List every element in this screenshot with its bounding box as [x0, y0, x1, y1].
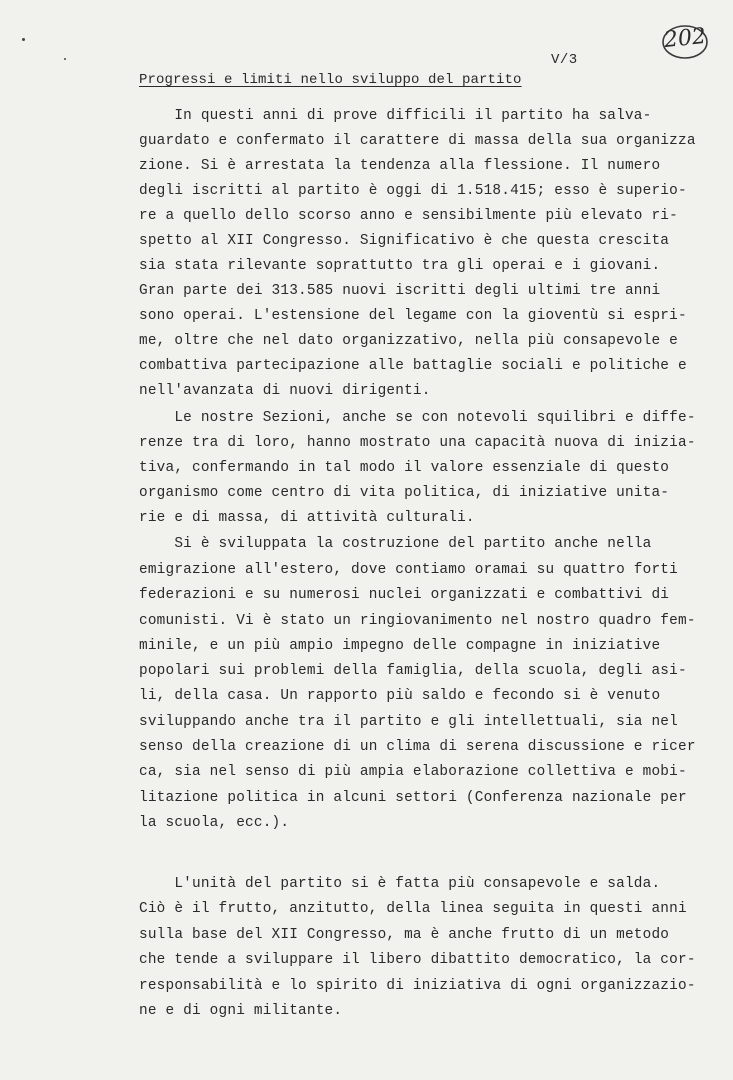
text-line: popolari sui problemi della famiglia, della scuola, degli asi-	[139, 663, 687, 679]
text-line: ne e di ogni militante.	[139, 1003, 343, 1019]
text-line: comunisti. Vi è stato un ringiovanimento nel nostro quadro fem-	[139, 613, 696, 629]
text-line: li, della casa. Un rapporto più saldo e fecondo si è venuto	[139, 688, 661, 704]
text-line: senso della creazione di un clima di serena discussione e ricer	[139, 739, 696, 755]
text-line: renze tra di loro, hanno mostrato una capacità nuova di inizia-	[139, 435, 696, 451]
text-line: Si è sviluppata la costruzione del partito anche nella	[139, 536, 652, 552]
page-number: V/3	[551, 52, 578, 68]
text-line: federazioni e su numerosi nuclei organizzati e combattivi di	[139, 587, 670, 603]
text-line: guardato e confermato il carattere di massa della sua organizza	[139, 133, 696, 149]
text-line: emigrazione all'estero, dove contiamo oramai su quattro forti	[139, 562, 678, 578]
text-line: re a quello dello scorso anno e sensibilmente più elevato ri-	[139, 208, 678, 224]
section-title: Progressi e limiti nello sviluppo del partito	[139, 72, 522, 88]
text-line: sono operai. L'estensione del legame con la gioventù si espri-	[139, 308, 687, 324]
text-line: ca, sia nel senso di più ampia elaborazione collettiva e mobi-	[139, 764, 687, 780]
text-line: sviluppando anche tra il partito e gli intellettuali, sia nel	[139, 714, 678, 730]
text-line: sia stata rilevante soprattutto tra gli operai e i giovani.	[139, 258, 661, 274]
text-line: spetto al XII Congresso. Significativo è che questa crescita	[139, 233, 670, 249]
text-line: Gran parte dei 313.585 nuovi iscritti degli ultimi tre anni	[139, 283, 661, 299]
paper-speck	[64, 58, 66, 60]
text-line: nell'avanzata di nuovi dirigenti.	[139, 383, 431, 399]
archive-stamp	[660, 22, 710, 62]
text-line: tiva, confermando in tal modo il valore essenziale di questo	[139, 460, 670, 476]
text-line: Ciò è il frutto, anzitutto, della linea seguita in questi anni	[139, 901, 687, 917]
text-line: degli iscritti al partito è oggi di 1.518.415; esso è superio-	[139, 183, 687, 199]
text-line: combattiva partecipazione alle battaglie sociali e politiche e	[139, 358, 687, 374]
text-line: organismo come centro di vita politica, di iniziative unita-	[139, 485, 670, 501]
text-line: minile, e un più ampio impegno delle compagne in iniziative	[139, 638, 661, 654]
text-line: In questi anni di prove difficili il partito ha salva-	[139, 108, 652, 124]
text-line: responsabilità e lo spirito di iniziativa di ogni organizzazio-	[139, 978, 696, 994]
text-line: litazione politica in alcuni settori (Conferenza nazionale per	[139, 790, 687, 806]
text-line: me, oltre che nel dato organizzativo, nella più consapevole e	[139, 333, 678, 349]
text-line: Le nostre Sezioni, anche se con notevoli squilibri e diffe-	[139, 410, 696, 426]
text-line: L'unità del partito si è fatta più consapevole e salda.	[139, 876, 661, 892]
text-line: che tende a sviluppare il libero dibattito democratico, la cor-	[139, 952, 696, 968]
text-line: la scuola, ecc.).	[139, 815, 290, 831]
text-line: sulla base del XII Congresso, ma è anche frutto di un metodo	[139, 927, 670, 943]
text-line: zione. Si è arrestata la tendenza alla flessione. Il numero	[139, 158, 661, 174]
stamp-number: 202	[662, 23, 708, 54]
paper-speck	[22, 38, 25, 41]
text-line: rie e di massa, di attività culturali.	[139, 510, 475, 526]
